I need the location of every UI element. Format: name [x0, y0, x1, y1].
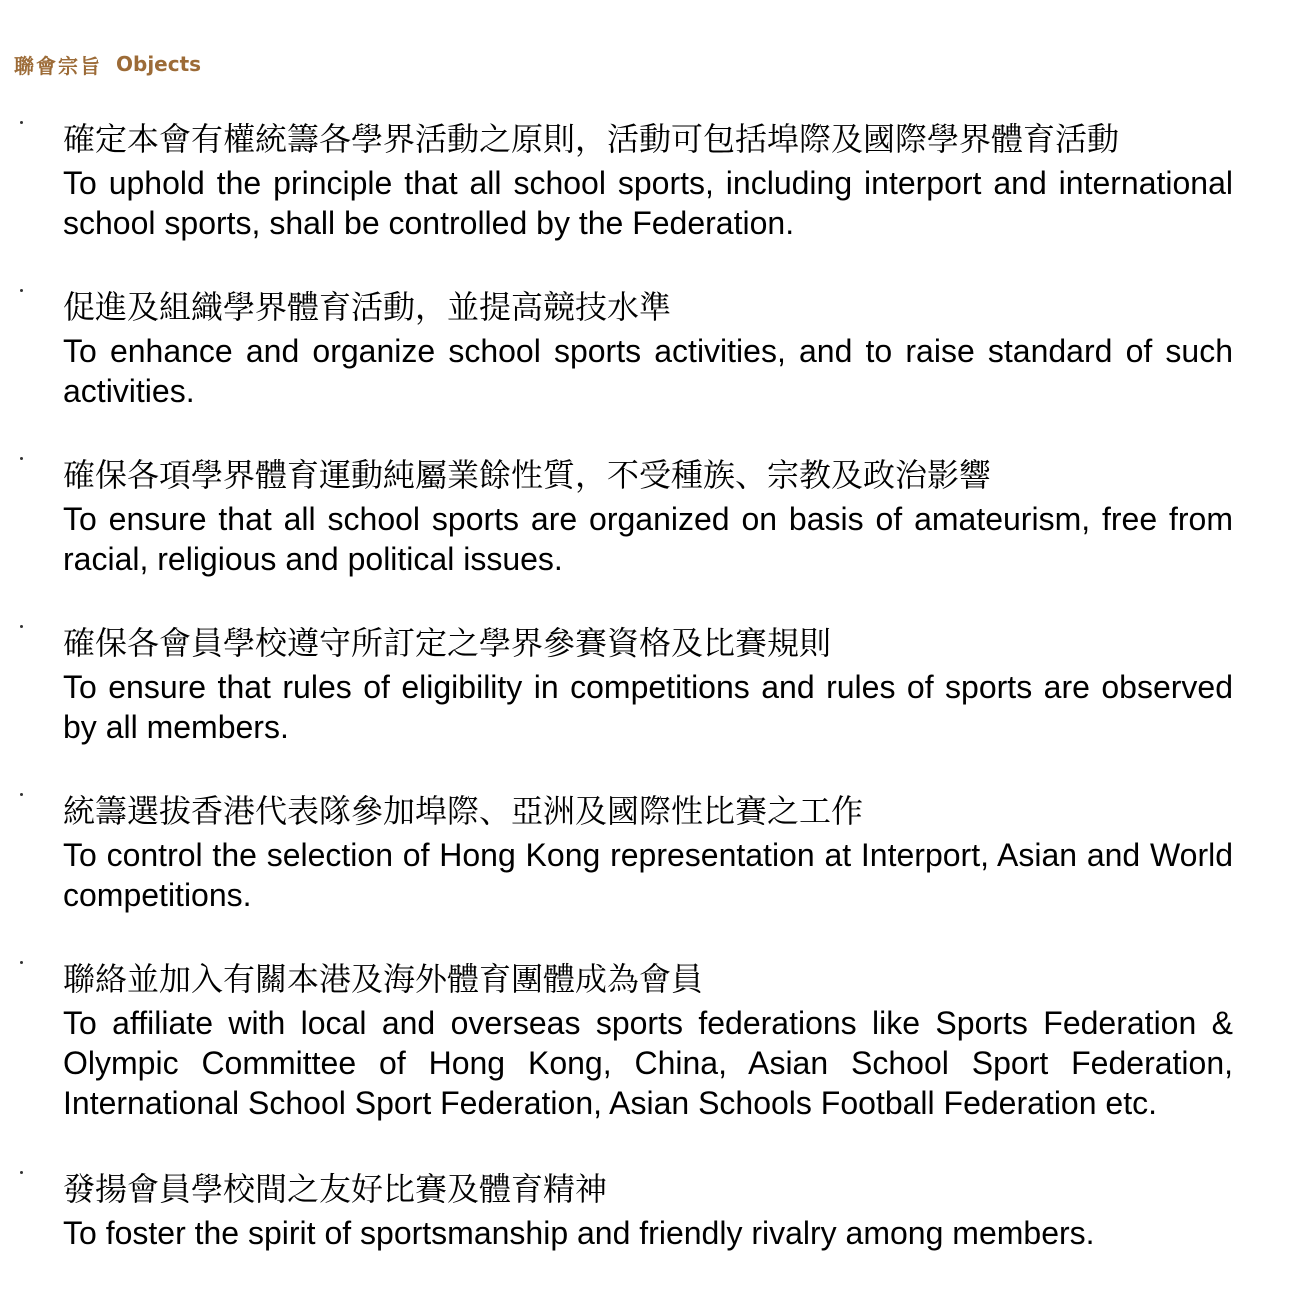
object-text-zh: 統籌選拔香港代表隊參加埠際、亞洲及國際性比賽之工作 — [63, 792, 864, 830]
list-item — [0, 621, 1290, 789]
object-text-zh: 確保各項學界體育運動純屬業餘性質，不受種族、宗教及政治影響 — [63, 456, 992, 494]
object-text-zh: 聯絡並加入有關本港及海外體育團體成為會員 — [63, 960, 704, 998]
list-item — [0, 789, 1290, 957]
list-item — [0, 453, 1290, 621]
bullet-icon — [20, 961, 23, 964]
bullet-icon — [20, 121, 23, 124]
bullet-icon — [20, 457, 23, 460]
object-text-zh: 發揚會員學校間之友好比賽及體育精神 — [63, 1170, 608, 1208]
list-item — [0, 957, 1290, 1167]
list-item — [0, 117, 1290, 285]
page-title-zh: 聯會宗旨 — [14, 53, 102, 78]
object-text-en: To ensure that rules of eligibility in competitions and rules of sports are observed by all members. — [63, 669, 1233, 745]
object-text-en: To enhance and organize school sports activities, and to raise standard of such activities. — [63, 333, 1233, 409]
object-text-en: To ensure that all school sports are organized on basis of amateurism, free from racial, religious and political issues. — [63, 501, 1233, 577]
bullet-icon — [20, 289, 23, 292]
list-item — [0, 285, 1290, 453]
object-text-en: To uphold the principle that all school sports, including interport and international school sports, shall be controlled by the Federation. — [63, 165, 1233, 241]
bullet-icon — [20, 793, 23, 796]
object-text-en: To control the selection of Hong Kong representation at Interport, Asian and World competitions. — [63, 837, 1233, 913]
object-text-en: To affiliate with local and overseas sports federations like Sports Federation & Olympic Committee of Hong Kong, China, Asian School Sport Federation, International School Sport Federation, Asian Schools Football Federation etc. — [63, 1005, 1233, 1121]
bullet-icon — [20, 1171, 23, 1174]
page-title-en: Objects — [116, 52, 202, 76]
object-text-zh: 確保各會員學校遵守所訂定之學界參賽資格及比賽規則 — [63, 624, 832, 662]
objects-list — [0, 117, 1290, 1257]
object-text-zh: 促進及組織學界體育活動，並提高競技水準 — [63, 288, 672, 326]
page-title — [14, 46, 201, 82]
object-text-zh: 確定本會有權統籌各學界活動之原則，活動可包括埠際及國際學界體育活動 — [63, 120, 1120, 158]
bullet-icon — [20, 625, 23, 628]
list-item — [0, 1167, 1290, 1257]
object-text-en: To foster the spirit of sportsmanship and friendly rivalry among members. — [63, 1215, 1095, 1251]
